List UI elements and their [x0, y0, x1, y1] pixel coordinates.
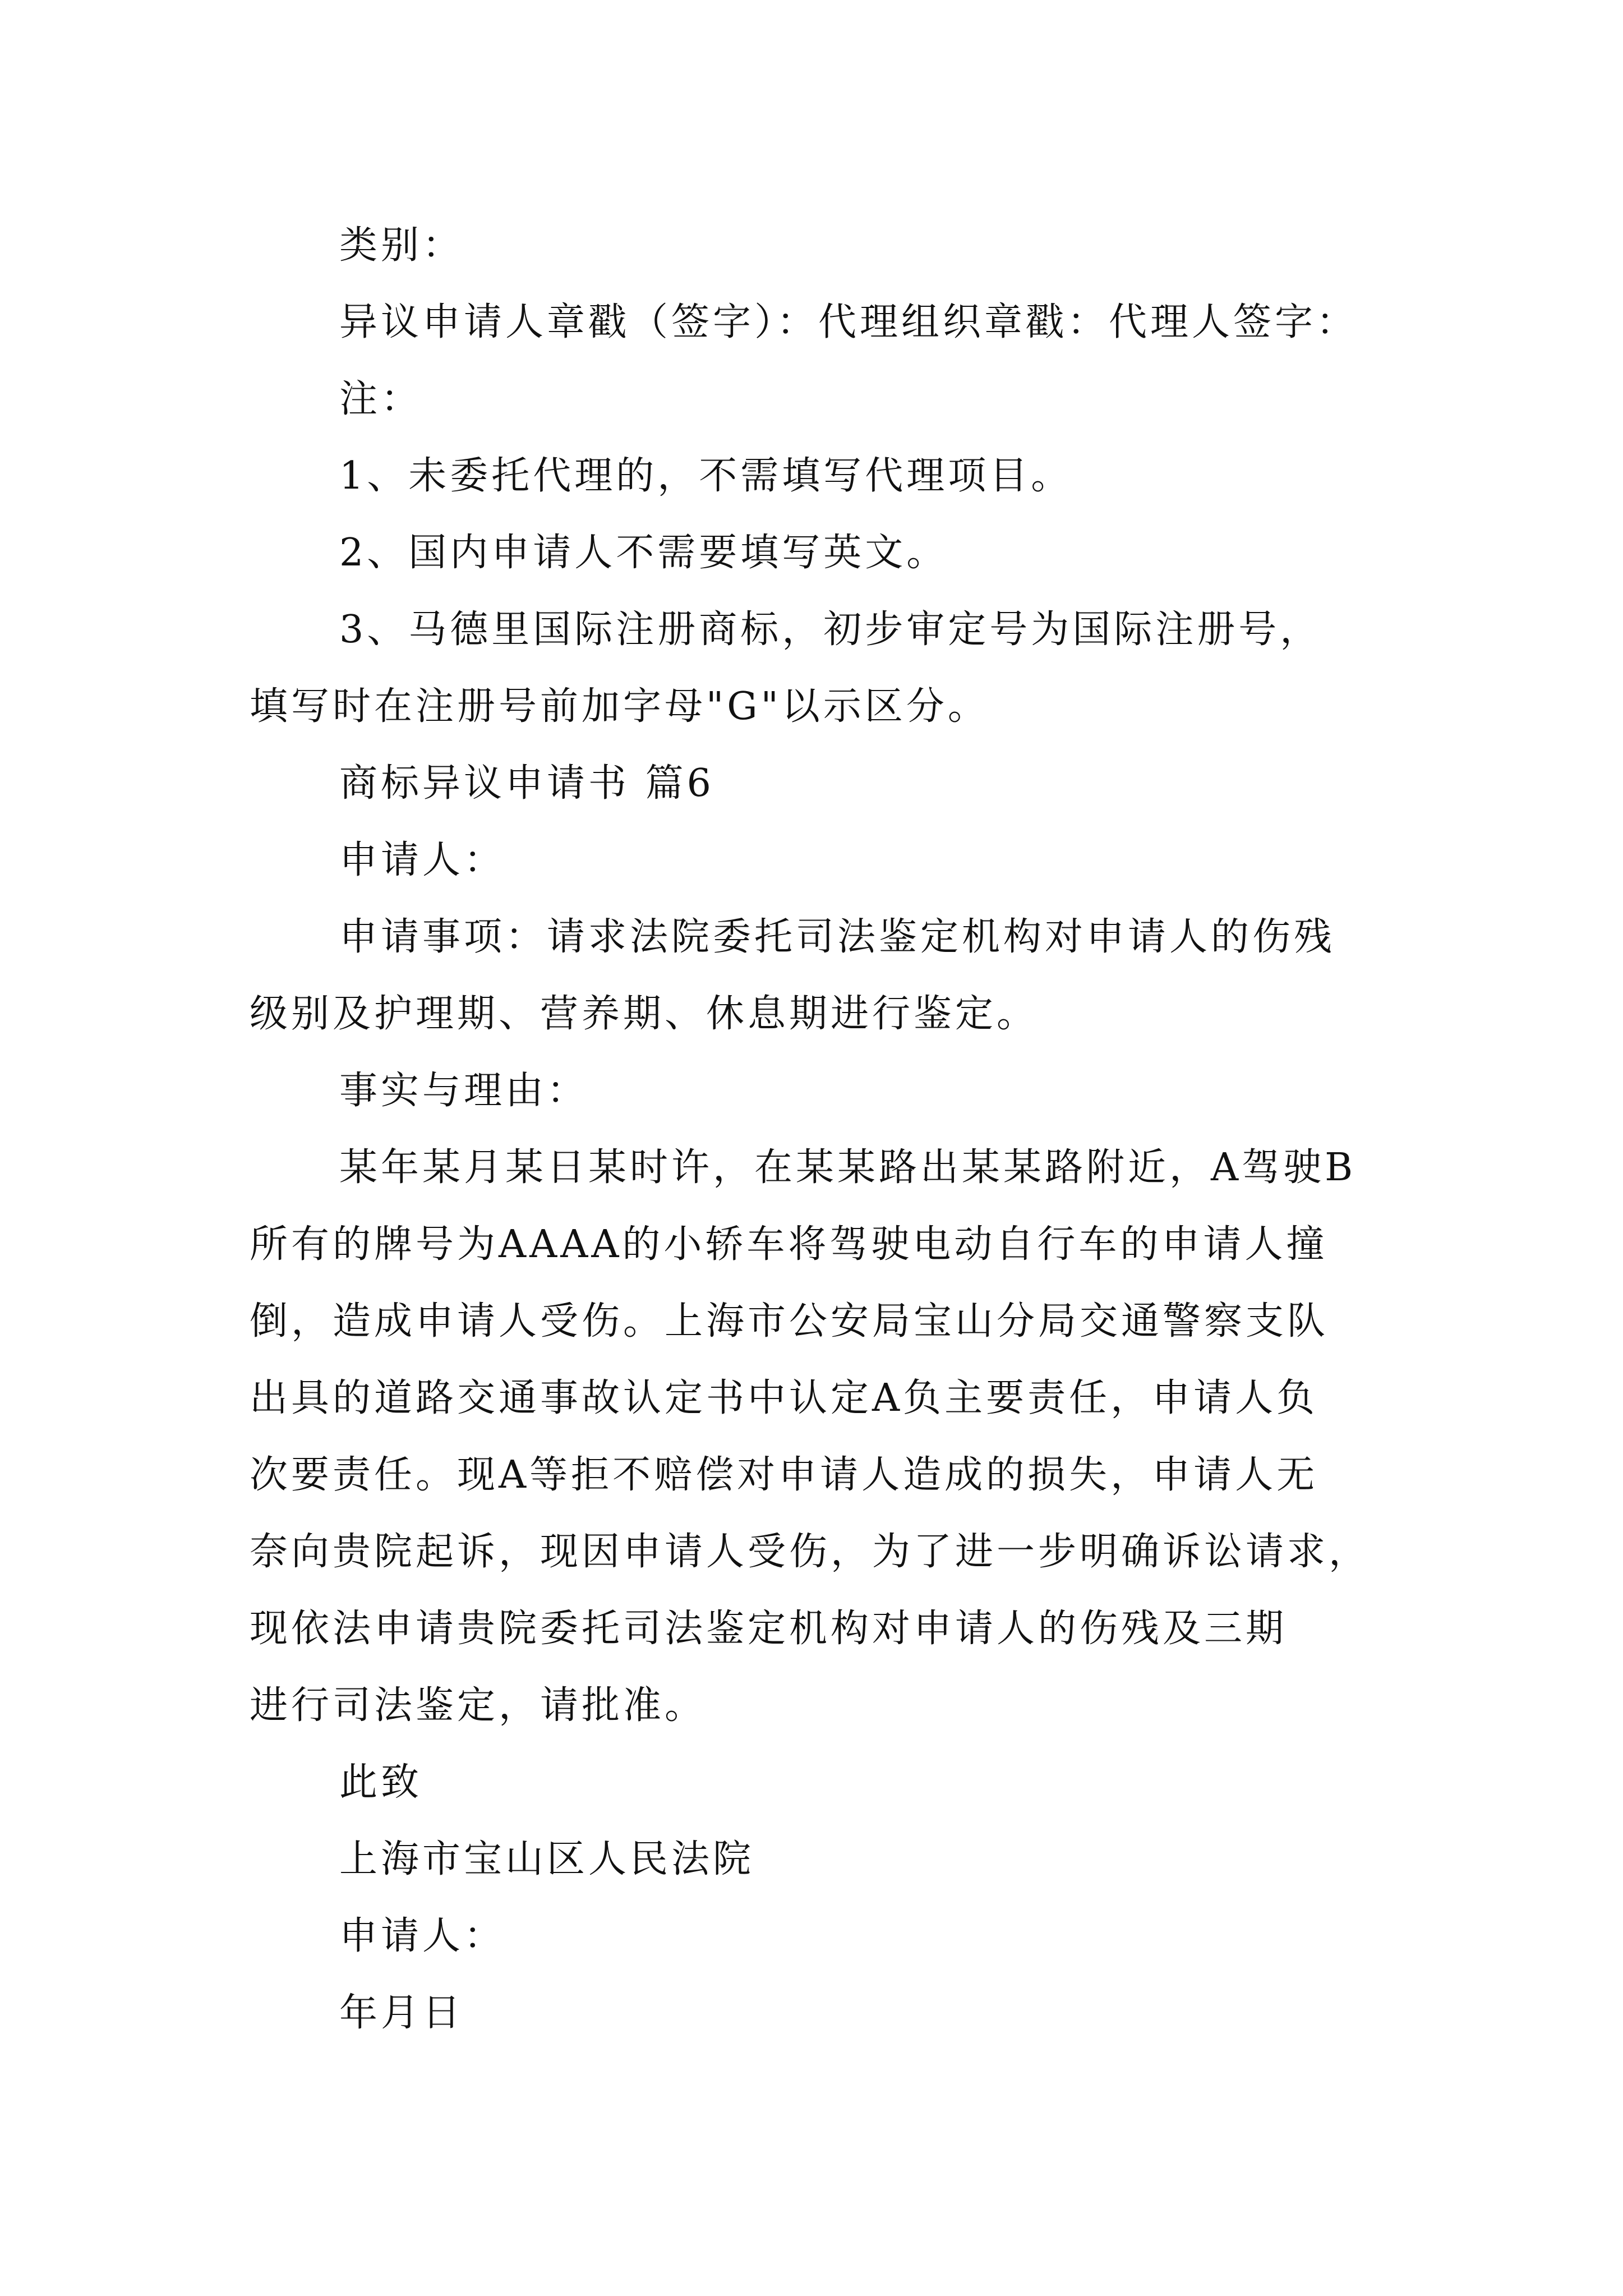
facts-paragraph-line-5: 次要责任。现A等拒不赔偿对申请人造成的损失，申请人无 — [250, 1453, 1318, 1497]
applicant-signature-label: 申请人： — [339, 1914, 506, 1958]
facts-paragraph-line-2: 所有的牌号为AAAA的小轿车将驾驶电动自行车的申请人撞 — [250, 1222, 1328, 1267]
facts-paragraph-line-6: 奈向贵院起诉，现因申请人受伤，为了进一步明确诉讼请求， — [250, 1530, 1371, 1574]
note-item-3: 3、马德里国际注册商标，初步审定号为国际注册号， — [339, 608, 1322, 652]
application-matter: 申请事项：请求法院委托司法鉴定机构对申请人的伤残 — [339, 915, 1336, 959]
facts-paragraph-line-1: 某年某月某日某时许，在某某路出某某路附近，A驾驶B — [339, 1145, 1357, 1190]
facts-heading: 事实与理由： — [339, 1069, 589, 1113]
note-item-2: 2、国内申请人不需要填写英文。 — [339, 531, 948, 575]
application-matter-continued: 级别及护理期、营养期、休息期进行鉴定。 — [250, 992, 1039, 1036]
facts-paragraph-line-3: 倒，造成申请人受伤。上海市公安局宝山分局交通警察支队 — [250, 1299, 1329, 1343]
signature-line: 异议申请人章戳（签字）：代理组织章戳：代理人签字： — [339, 300, 1358, 344]
note-heading: 注： — [339, 377, 423, 421]
section-title: 商标异议申请书 篇6 — [339, 761, 714, 806]
facts-paragraph-line-8: 进行司法鉴定，请批准。 — [250, 1683, 707, 1728]
facts-paragraph-line-4: 出具的道路交通事故认定书中认定A负主要责任，申请人负 — [250, 1376, 1318, 1420]
note-item-1: 1、未委托代理的，不需填写代理项目。 — [339, 454, 1073, 498]
closing-salutation: 此致 — [339, 1760, 423, 1805]
facts-paragraph-line-7: 现依法申请贵院委托司法鉴定机构对申请人的伤残及三期 — [250, 1607, 1288, 1651]
date-line: 年月日 — [339, 1991, 464, 2035]
note-item-3-continued: 填写时在注册号前加字母"G"以示区分。 — [250, 684, 989, 729]
applicant-label: 申请人： — [339, 838, 506, 882]
category-line: 类别： — [339, 223, 464, 268]
recipient-court: 上海市宝山区人民法院 — [339, 1837, 755, 1881]
